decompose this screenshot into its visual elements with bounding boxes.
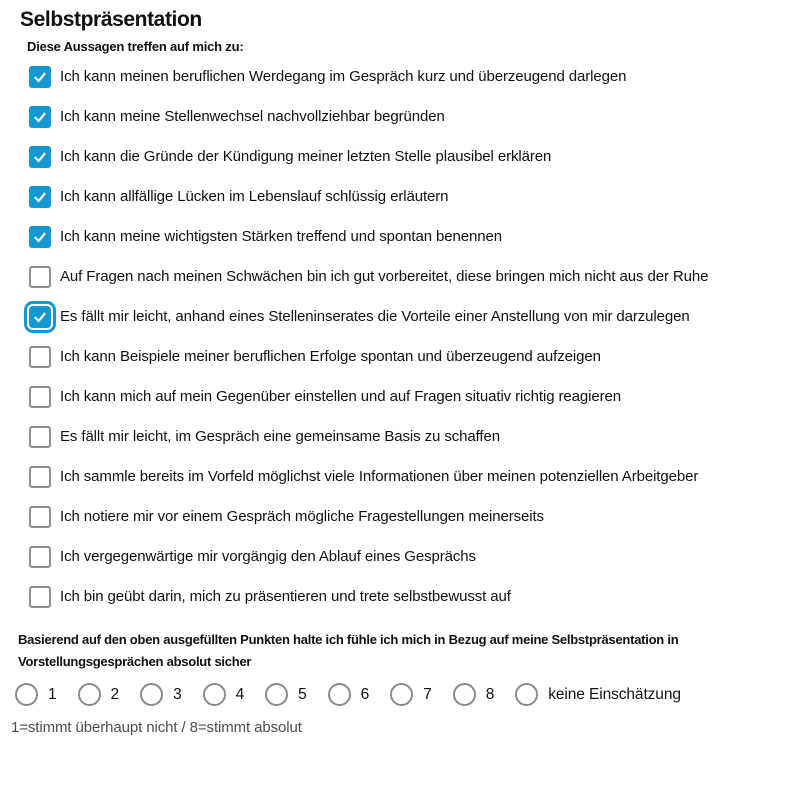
checklist-item bbox=[29, 345, 769, 369]
checklist-item bbox=[29, 585, 769, 609]
rating-radio-group bbox=[15, 683, 769, 706]
checklist-instruction: Diese Aussagen treffen auf mich zu: bbox=[27, 39, 244, 54]
radio-button[interactable] bbox=[15, 683, 38, 706]
checklist-item bbox=[29, 545, 769, 569]
radio-button[interactable] bbox=[390, 683, 413, 706]
checklist-item-label[interactable]: Ich notiere mir vor einem Gespräch mögliche Fragestellungen meinerseits bbox=[60, 508, 544, 525]
checklist-item bbox=[29, 265, 769, 289]
radio-button[interactable] bbox=[78, 683, 101, 706]
radio-button[interactable] bbox=[328, 683, 351, 706]
radio-button[interactable] bbox=[203, 683, 226, 706]
rating-option bbox=[140, 683, 182, 706]
checklist-item-label[interactable]: Ich kann allfällige Lücken im Lebenslauf schlüssig erläutern bbox=[60, 188, 449, 205]
rating-statement: Basierend auf den oben ausgefüllten Punkten halte ich fühle ich mich in Bezug auf meine Selbstpräsentation in Vorstellungsgesprächen absolut sicher bbox=[18, 632, 679, 669]
checkmark-icon bbox=[32, 189, 48, 205]
rating-option bbox=[203, 683, 245, 706]
checkbox-checked[interactable] bbox=[29, 66, 51, 88]
rating-option bbox=[328, 683, 370, 706]
checkbox-checked[interactable] bbox=[29, 186, 51, 208]
checkbox-unchecked[interactable] bbox=[29, 346, 51, 368]
checkmark-icon bbox=[32, 229, 48, 245]
rating-option bbox=[390, 683, 432, 706]
checkbox-unchecked[interactable] bbox=[29, 266, 51, 288]
checklist-item-label[interactable]: Ich kann die Gründe der Kündigung meiner letzten Stelle plausibel erklären bbox=[60, 148, 552, 165]
checklist-item-label[interactable]: Ich vergegenwärtige mir vorgängig den Ablauf eines Gesprächs bbox=[60, 548, 476, 565]
checkbox-unchecked[interactable] bbox=[29, 386, 51, 408]
checklist-item-label[interactable]: Es fällt mir leicht, anhand eines Stelleninserates die Vorteile einer Anstellung von mir darzulegen bbox=[60, 308, 690, 325]
rating-option-label[interactable]: 7 bbox=[423, 685, 432, 703]
checklist-item bbox=[29, 225, 769, 249]
rating-section bbox=[11, 629, 769, 736]
checklist-item bbox=[29, 185, 769, 209]
checklist-item bbox=[29, 105, 769, 129]
checklist-item-label[interactable]: Ich kann meine Stellenwechsel nachvollziehbar begründen bbox=[60, 108, 445, 125]
checklist-item bbox=[29, 305, 769, 329]
checkmark-icon bbox=[32, 109, 48, 125]
checkbox-unchecked[interactable] bbox=[29, 506, 51, 528]
checkmark-icon bbox=[32, 69, 48, 85]
checklist-item bbox=[29, 465, 769, 489]
checklist-item bbox=[29, 65, 769, 89]
rating-option-label[interactable]: 1 bbox=[48, 685, 57, 703]
radio-button[interactable] bbox=[265, 683, 288, 706]
checklist-item bbox=[29, 145, 769, 169]
page-title: Selbstpräsentation bbox=[20, 8, 202, 31]
radio-button[interactable] bbox=[453, 683, 476, 706]
checklist-item-label[interactable]: Auf Fragen nach meinen Schwächen bin ich gut vorbereitet, diese bringen mich nicht aus der Ruhe bbox=[60, 268, 709, 285]
checklist-item-label[interactable]: Ich sammle bereits im Vorfeld möglichst viele Informationen über meinen potenziellen Arbeitgeber bbox=[60, 468, 699, 485]
checkbox-checked[interactable] bbox=[29, 146, 51, 168]
checklist-item-label[interactable]: Ich bin geübt darin, mich zu präsentieren und trete selbstbewusst auf bbox=[60, 588, 511, 605]
checkbox-unchecked[interactable] bbox=[29, 546, 51, 568]
rating-option-label[interactable]: 4 bbox=[235, 685, 245, 703]
checklist-item-label[interactable]: Ich kann meine wichtigsten Stärken treffend und spontan benennen bbox=[60, 228, 502, 245]
checklist-item bbox=[29, 425, 769, 449]
rating-option-label[interactable]: 6 bbox=[360, 685, 370, 703]
radio-button[interactable] bbox=[515, 683, 538, 706]
rating-option-label[interactable]: 5 bbox=[298, 685, 307, 703]
rating-option-label[interactable]: 3 bbox=[173, 685, 182, 703]
rating-option-label[interactable]: 2 bbox=[110, 685, 120, 703]
checklist-item-label[interactable]: Es fällt mir leicht, im Gespräch eine gemeinsame Basis zu schaffen bbox=[60, 428, 500, 445]
checklist-item-label[interactable]: Ich kann Beispiele meiner beruflichen Erfolge spontan und überzeugend aufzeigen bbox=[60, 348, 601, 365]
rating-option bbox=[515, 683, 681, 706]
rating-scale-note: 1=stimmt überhaupt nicht / 8=stimmt absolut bbox=[11, 719, 302, 736]
checklist-item bbox=[29, 385, 769, 409]
checkbox-checked[interactable] bbox=[29, 226, 51, 248]
checklist-item-label[interactable]: Ich kann meinen beruflichen Werdegang im Gespräch kurz und überzeugend darlegen bbox=[60, 68, 627, 85]
rating-option bbox=[78, 683, 120, 706]
checklist-item bbox=[29, 505, 769, 529]
rating-option bbox=[15, 683, 57, 706]
radio-button[interactable] bbox=[140, 683, 163, 706]
checkbox-checked[interactable] bbox=[29, 106, 51, 128]
checkmark-icon bbox=[32, 149, 48, 165]
checklist bbox=[29, 65, 769, 609]
checkbox-unchecked[interactable] bbox=[29, 426, 51, 448]
checkbox-checked[interactable] bbox=[29, 306, 51, 328]
checkbox-unchecked[interactable] bbox=[29, 586, 51, 608]
checkmark-icon bbox=[32, 309, 48, 325]
rating-option bbox=[453, 683, 495, 706]
rating-option bbox=[265, 683, 307, 706]
rating-option-label[interactable]: keine Einschätzung bbox=[548, 685, 681, 703]
checkbox-unchecked[interactable] bbox=[29, 466, 51, 488]
rating-option-label[interactable]: 8 bbox=[485, 685, 495, 703]
checklist-item-label[interactable]: Ich kann mich auf mein Gegenüber einstellen und auf Fragen situativ richtig reagieren bbox=[60, 388, 621, 405]
